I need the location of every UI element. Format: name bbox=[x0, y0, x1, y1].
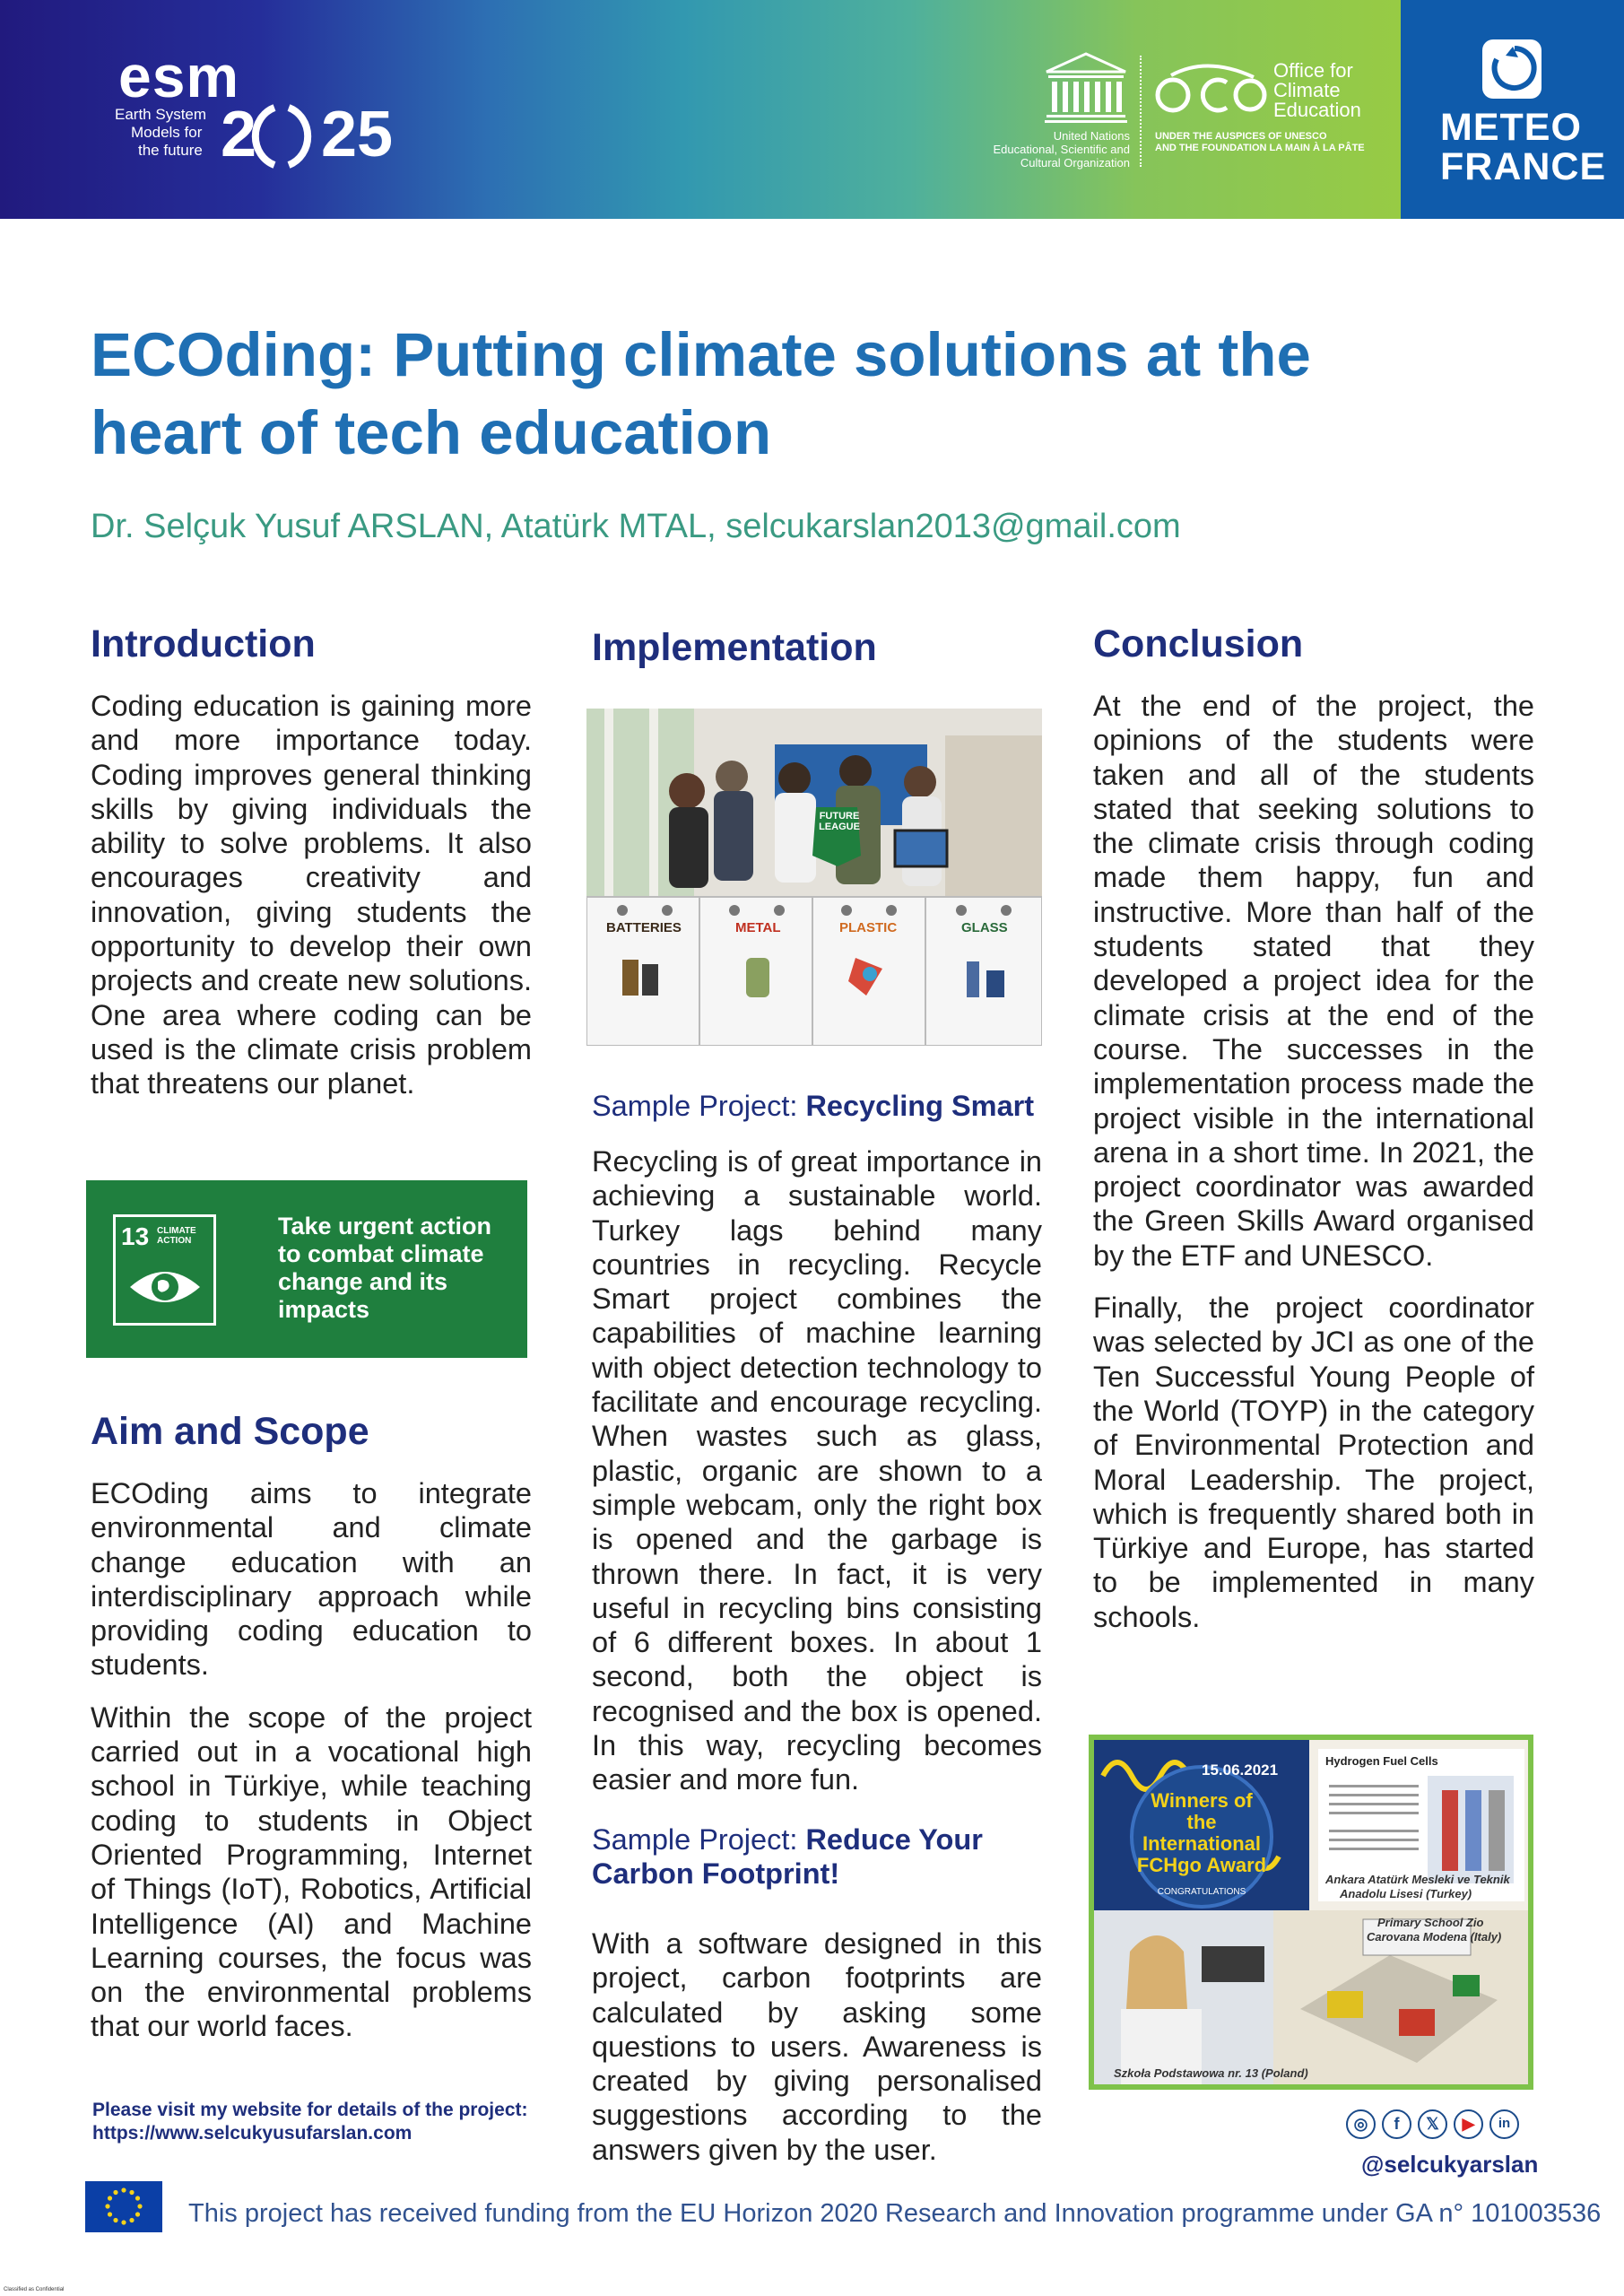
facebook-icon[interactable]: f bbox=[1382, 2109, 1411, 2139]
sdg-text: Take urgent action to combat climate change and its impacts bbox=[278, 1213, 492, 1323]
project1-prefix: Sample Project: bbox=[592, 1090, 806, 1122]
oce-name-3: Education bbox=[1273, 99, 1361, 121]
implementation-heading: Implementation bbox=[592, 626, 877, 669]
svg-text:25: 25 bbox=[321, 99, 394, 170]
project2-prefix: Sample Project: bbox=[592, 1823, 806, 1856]
esm-tagline-2: Models for bbox=[131, 124, 203, 141]
conclusion-paragraph-1: At the end of the project, the opinions of the students were taken and all of the students stated that seeking solutions to the climate crisis through coding made them happy, fun and instructive. More than half of the students stated that they developed a project idea for the climate crisis at the end of the course. The successes in the implementation process made the project visible in the international arena in a short time. In 2021, the project coordinator was awarded the Green Skills Award organised by the ETF and UNESCO. bbox=[1093, 690, 1534, 1272]
unesco-caption-2: Educational, Scientific and bbox=[993, 143, 1130, 156]
award-school-3: Szkoła Podstawowa nr. 13 (Poland) bbox=[1114, 2066, 1308, 2080]
project2-name: Reduce Your Carbon Footprint! bbox=[592, 1823, 983, 1890]
award-school-2b: Carovana Modena (Italy) bbox=[1367, 1930, 1502, 1944]
meteo-line-1: METEO bbox=[1440, 106, 1582, 149]
funding-statement: This project has received funding from the EU Horizon 2020 Research and Innovation programme under GA n° 101003536 bbox=[188, 2199, 1602, 2228]
project1-text: Recycling is of great importance in achieving a sustainable world. Turkey lags behind many countries in recycling. Recycle Smart project combines the capabilities of machine learning with object detection technology to facilitate and encourage recycling. When wastes such as glass, plastic, organic are shown to a simple webcam, only the right box is opened and the garbage is thrown there. In fact, it is very useful in recycling bins consisting of 6 different boxes. In about 1 second, both the object is recognised and the box is opened. In this way, recycling becomes easier and more fun. bbox=[592, 1145, 1042, 1796]
unesco-caption-1: United Nations bbox=[1053, 129, 1130, 143]
award-school-2a: Primary School Zio bbox=[1377, 1916, 1484, 1929]
oce-name-2: Climate bbox=[1273, 79, 1341, 101]
project2-heading bbox=[592, 1822, 1042, 1891]
eye-earth-icon bbox=[128, 1264, 202, 1310]
aim-paragraph-1: ECOding aims to integrate environmental and climate change education with an interdisciplinary approach while providing coding education to students. bbox=[91, 1477, 532, 1682]
aim-scope-text bbox=[91, 1476, 532, 2044]
project2-text: With a software designed in this project, carbon footprints are calculated by asking some questions to users. Awareness is created by giving personalised suggestions according to the answers given by the user. bbox=[592, 1927, 1042, 2166]
bin-label-batteries: BATTERIES bbox=[606, 920, 682, 935]
bin-label-glass: GLASS bbox=[961, 920, 1008, 935]
classification-label: Classified as Confidential bbox=[4, 2287, 65, 2292]
header-divider bbox=[1140, 56, 1142, 167]
conclusion-paragraph-2: Finally, the project coordinator was selected by JCI as one of the Ten Successful Young People of the World (TOYP) in the category of Environmental Protection and Moral Leadership. The project, which is frequently shared both in Türkiye and Europe, has started to be implemented in many schools. bbox=[1093, 1292, 1534, 1633]
eu-flag-icon bbox=[85, 2181, 162, 2232]
recycling-photo bbox=[586, 709, 1042, 1046]
esm-logo-year bbox=[221, 99, 436, 170]
sdg-icon-box bbox=[113, 1214, 216, 1326]
award-title-3: International bbox=[1142, 1832, 1261, 1855]
award-image bbox=[1089, 1735, 1533, 2090]
award-congrats: CONGRATULATIONS bbox=[1157, 1887, 1246, 1897]
oce-caption-2: AND THE FOUNDATION LA MAIN À LA PÂTE bbox=[1155, 143, 1365, 153]
project1-heading bbox=[592, 1089, 1034, 1123]
photo-sign-text: FUTURE LEAGUE bbox=[819, 811, 860, 832]
oce-name-1: Office for bbox=[1273, 59, 1353, 82]
instagram-icon[interactable]: ◎ bbox=[1346, 2109, 1376, 2139]
authors-line: Dr. Selçuk Yusuf ARSLAN, Atatürk MTAL, selcukarslan2013@gmail.com bbox=[91, 508, 1181, 545]
bin-label-metal: METAL bbox=[735, 920, 781, 935]
esm-tagline-1: Earth System bbox=[115, 106, 207, 123]
linkedin-icon[interactable]: in bbox=[1489, 2109, 1519, 2139]
unesco-caption-3: Cultural Organization bbox=[1020, 156, 1130, 170]
award-school-1b: Anadolu Lisesi (Turkey) bbox=[1340, 1887, 1472, 1900]
youtube-icon[interactable]: ▶ bbox=[1454, 2109, 1483, 2139]
website-link[interactable]: https://www.selcukyusufarslan.com bbox=[92, 2123, 413, 2144]
meteo-line-2: FRANCE bbox=[1440, 145, 1607, 188]
website-note: Please visit my website for details of the project: bbox=[92, 2100, 528, 2120]
poster-title: ECOding: Putting climate solutions at the heart of tech education bbox=[91, 320, 1311, 467]
award-title-1: Winners of bbox=[1151, 1789, 1253, 1812]
oce-caption-1: UNDER THE AUSPICES OF UNESCO bbox=[1155, 131, 1327, 142]
award-date: 15.06.2021 bbox=[1202, 1761, 1279, 1779]
esm-tagline-3: the future bbox=[138, 142, 203, 159]
sdg-small-label: CLIMATE ACTION bbox=[157, 1226, 196, 1246]
bin-label-plastic: PLASTIC bbox=[839, 920, 898, 935]
unesco-logo bbox=[1043, 52, 1129, 124]
conclusion-text bbox=[1093, 689, 1534, 1634]
social-handle[interactable]: @selcukyarslan bbox=[1361, 2151, 1539, 2178]
aim-paragraph-2: Within the scope of the project carried out in a vocational high school in Türkiye, while teaching coding to students in Object Oriented Programming, Internet of Things (IoT), Robotics, Artificial Intelligence (AI) and Machine Learning courses, the focus was on the environmental problems that our world faces. bbox=[91, 1700, 532, 2043]
svg-text:2: 2 bbox=[221, 99, 257, 170]
introduction-text: Coding education is gaining more and more importance today. Coding improves general thinking skills by giving individuals the ability to solve problems. It also encourages creativity and innovation, giving students the opportunity to develop their own projects and create new solutions. One area where coding can be used is the climate crisis problem that threatens our planet. bbox=[91, 690, 532, 1100]
introduction-heading: Introduction bbox=[91, 622, 316, 665]
x-icon[interactable]: 𝕏 bbox=[1418, 2109, 1447, 2139]
award-title-2: the bbox=[1186, 1811, 1217, 1833]
conclusion-heading: Conclusion bbox=[1093, 622, 1304, 665]
award-hydrogen-heading: Hydrogen Fuel Cells bbox=[1325, 1754, 1438, 1768]
award-school-1a: Ankara Atatürk Mesleki ve Teknik bbox=[1325, 1873, 1510, 1886]
sdg-number: 13 bbox=[121, 1222, 150, 1250]
meteo-france-logo bbox=[1401, 0, 1624, 219]
project1-name: Recycling Smart bbox=[805, 1090, 1035, 1122]
aim-scope-heading: Aim and Scope bbox=[91, 1410, 369, 1453]
oce-logo bbox=[1153, 59, 1270, 122]
meteo-france-icon bbox=[1482, 39, 1541, 99]
award-title-4: FCHgo Award bbox=[1136, 1854, 1267, 1876]
sdg-13-badge bbox=[86, 1180, 527, 1358]
esm-logo: esm bbox=[118, 43, 240, 109]
